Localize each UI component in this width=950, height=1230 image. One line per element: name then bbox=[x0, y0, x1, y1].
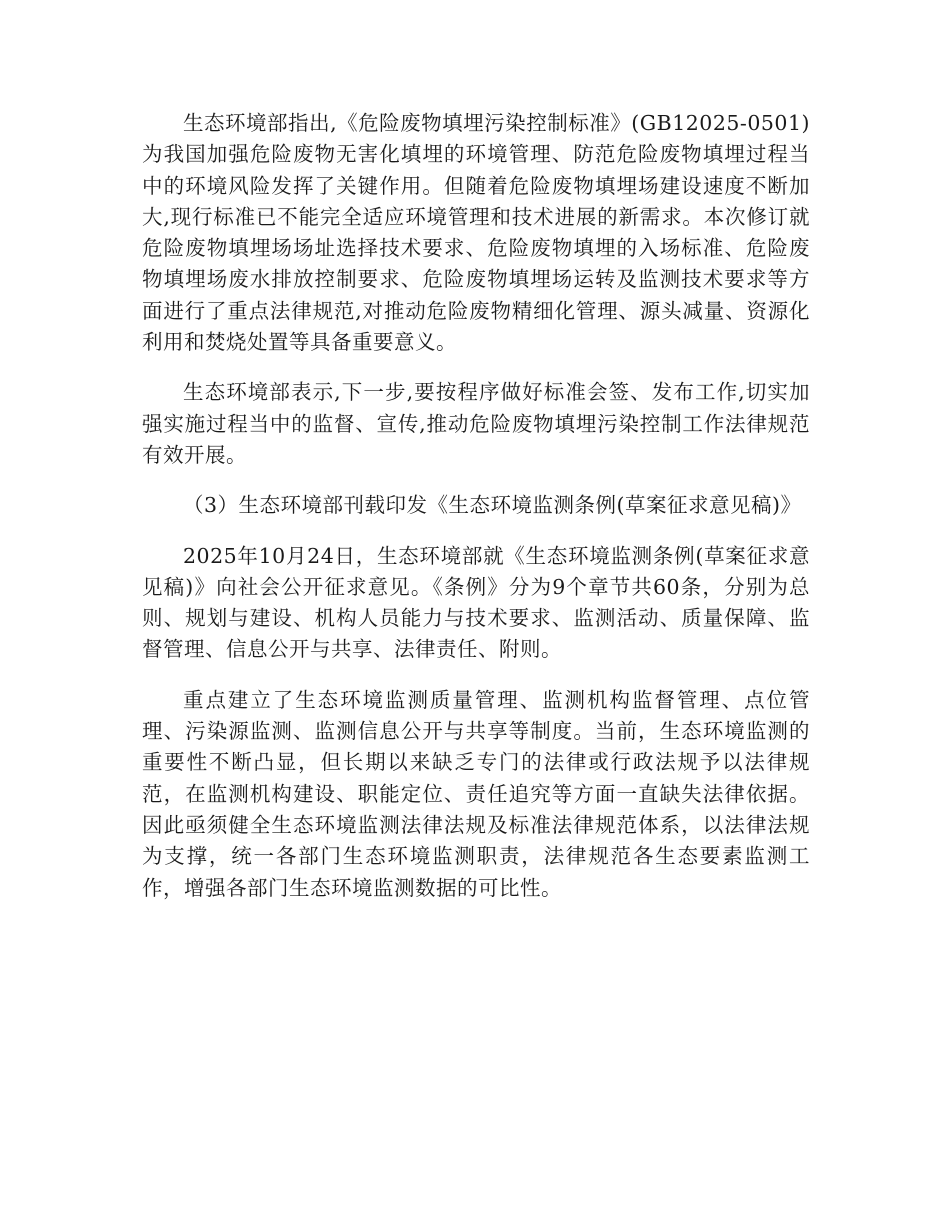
paragraph-monitoring-systems: 重点建立了生态环境监测质量管理、监测机构监督管理、点位管理、污染源监测、监测信息公开与共享等制度。当前，生态环境监测的重要性不断凸显，但长期以来缺乏专门的法律或行政法规予以法律规范，在监测机构建设、职能定位、责任追究等方面一直缺失法律依据。因此亟须健全生态环境监测法律法规及标准法律规范体系，以法律法规为支撑，统一各部门生态环境监测职责，法律规范各生态要素监测工作，增强各部门生态环境监测数据的可比性。 bbox=[142, 687, 810, 900]
paragraph-landfill-standard: 生态环境部指出,《危险废物填埋污染控制标准》(GB12025-0501)为我国加强危险废物无害化填埋的环境管理、防范危险废物填埋过程当中的环境风险发挥了关键作用。但随着危险废物填埋场建设速度不断加大,现行标准已不能完全适应环境管理和技术进展的新需求。本次修订就危险废物填埋场场址选择技术要求、危险废物填埋的入场标准、危险废物填埋场废水排放控制要求、危险废物填埋场运转及监测技术要求等方面进行了重点法律规范,对推动危险废物精细化管理、源头减量、资源化利用和焚烧处置等具备重要意义。 bbox=[142, 111, 810, 355]
paragraph-next-steps: 生态环境部表示,下一步,要按程序做好标准会签、发布工作,切实加强实施过程当中的监督、宣传,推动危险废物填埋污染控制工作法律规范有效开展。 bbox=[142, 380, 810, 467]
document-body bbox=[142, 108, 810, 904]
paragraph-regulation-chapters: 2025年10月24日，生态环境部就《生态环境监测条例(草案征求意见稿)》向社会公开征求意见。《条例》分为9个章节共60条，分别为总则、规划与建设、机构人员能力与技术要求、监测活动、质量保障、监督管理、信息公开与共享、法律责任、附则。 bbox=[142, 543, 810, 662]
section-heading-monitoring-regulation: （3）生态环境部刊载印发《生态环境监测条例(草案征求意见稿)》 bbox=[183, 493, 802, 518]
